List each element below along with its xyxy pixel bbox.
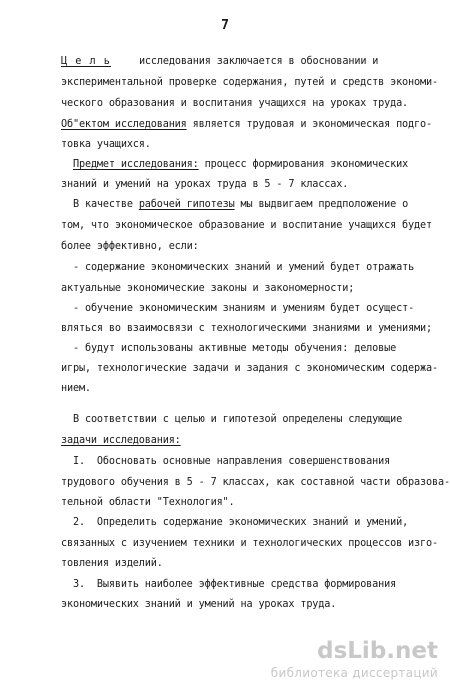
text-line: I. Обосновать основные направления совершенствования <box>73 456 391 467</box>
object-heading: Об"ектом исследования <box>61 119 187 130</box>
text-line: 3. Выявить наиболее эффективные средства формирования <box>73 579 397 590</box>
goal-heading: Ц е л ь <box>61 56 111 67</box>
text-line: том, что экономическое образование и воспитание учащихся будет <box>61 220 432 231</box>
tasks-heading: задачи исследования: <box>61 435 181 446</box>
hypothesis-heading: рабочей гипотезы <box>138 199 235 210</box>
text-line: нием. <box>61 383 91 394</box>
text-line: более эффективно, если: <box>61 241 199 252</box>
page-number: 7 <box>221 18 229 33</box>
text-line: Об"ектом исследования является трудовая и экономическая подго- <box>61 119 432 130</box>
text-line: В качестве рабочей гипотезы мы выдвигаем предположение о <box>73 199 409 210</box>
watermark-logo: dsLib.net <box>317 638 438 664</box>
text-line: Ц е л ь исследования заключается в обосновании и <box>61 56 379 67</box>
text-line: экономических знаний и умений на уроках труда. <box>61 599 337 610</box>
text-line: ческого образования и воспитания учащихся на уроках труда. <box>61 98 409 109</box>
text-line: тельной области "Технология". <box>61 497 235 508</box>
text-line: трудового обучения в 5 - 7 классах, как составной части образова- <box>61 477 450 488</box>
text-line: - обучение экономическим знаниям и умениям будет осущест- <box>73 303 415 314</box>
text-line: игры, технологические задачи и задания с экономическим содержа- <box>61 363 438 374</box>
watermark-subtitle: библиотека диссертаций <box>270 666 438 680</box>
text-line: экспериментальной проверке содержания, путей и средств экономи- <box>61 77 438 88</box>
text-line: товления изделий. <box>61 558 163 569</box>
text-line: знаний и умений на уроках труда в 5 - 7 классах. <box>61 179 349 190</box>
text-line: 2. Определить содержание экономических знаний и умений, <box>73 517 409 528</box>
text-line: - будут использованы активные методы обучения: деловые <box>73 343 397 354</box>
text-line <box>61 434 181 447</box>
text-line: товка учащихся. <box>61 139 151 150</box>
text-line: актуальные экономические законы и закономерности; <box>61 283 355 294</box>
text-line: связанных с изучением техники и технологических процессов изго- <box>61 538 438 549</box>
text-line: вляться во взаимосвязи с технологическими знаниями и умениями; <box>61 323 432 334</box>
text-line: - содержание экономических знаний и умений будет отражать <box>73 262 415 273</box>
text-line: В соответствии с целью и гипотезой определены следующие <box>73 414 403 425</box>
subject-heading: Предмет исследования: <box>73 159 199 170</box>
text-line: Предмет исследования: процесс формирования экономических <box>73 159 409 170</box>
